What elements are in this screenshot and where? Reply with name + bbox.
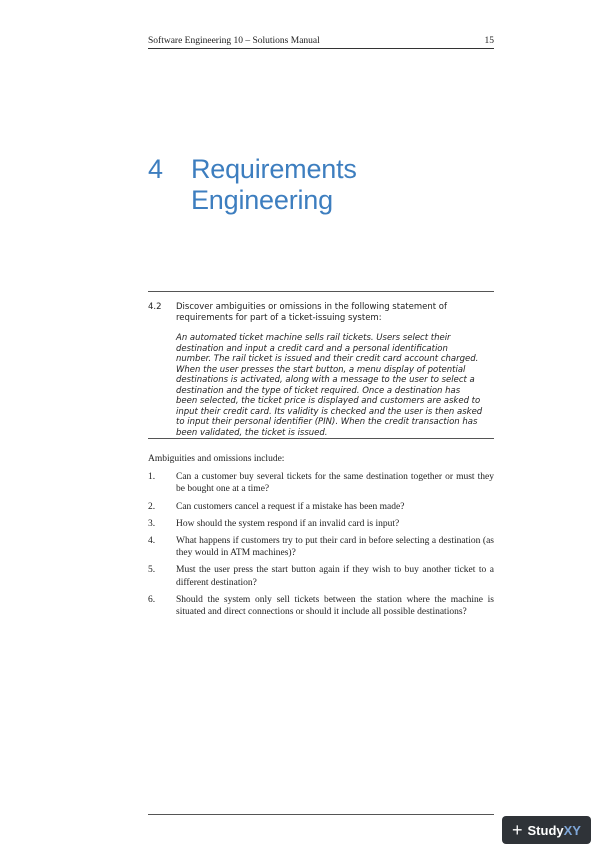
list-item — [148, 471, 494, 495]
exercise-prompt: Discover ambiguities or omissions in the following statement of requirements for part of a ticket-issuing system: — [176, 302, 447, 323]
answers-intro: Ambiguities and omissions include: — [148, 454, 285, 464]
list-item — [148, 564, 494, 588]
list-item-text: Can a customer buy several tickets for the same destination together or must they be bought one at a time? — [176, 472, 494, 495]
chapter-title-line-2: Engineering — [191, 185, 333, 215]
list-item-text: Must the user press the start button again if they wish to buy another ticket to a different destination? — [176, 565, 494, 588]
chapter-title-line-1: Requirements — [191, 154, 357, 184]
list-item-text: What happens if customers try to put their card in before selecting a destination (as they would in ATM machines)? — [176, 536, 494, 559]
running-title: Software Engineering 10 – Solutions Manual — [148, 36, 320, 46]
page-number: 15 — [484, 36, 494, 46]
divider-top — [148, 291, 494, 292]
exercise-quote: An automated ticket machine sells rail tickets. Users select their destination and input a credit card and a personal identification number. The rail ticket is issued and their credit card account charged. When the user presses the start button, a menu display of potential destinations is activated, along with a message to the user to select a destination and the type of ticket required. Once a destination has been selected, the ticket price is displayed and customers are asked to input their credit card. Its validity is checked and the user is then asked to input their personal identifier (PIN). When the credit transaction has been validated, the ticket is issued. — [176, 333, 483, 438]
answers-section — [148, 453, 494, 623]
plus-icon: + — [512, 820, 523, 840]
brand-xy: XY — [563, 822, 581, 838]
chapter-title — [191, 154, 411, 216]
divider-bottom — [148, 814, 494, 815]
exercise-number: 4.2 — [148, 302, 162, 312]
list-item-number: 1. — [148, 472, 156, 483]
list-item-text: Should the system only sell tickets between the station where the machine is situated and direct connections or should it include all possible destinations? — [176, 594, 494, 618]
divider-middle — [148, 438, 494, 439]
list-item — [148, 501, 494, 513]
list-item — [148, 518, 494, 530]
list-item — [148, 594, 494, 618]
exercise-header — [148, 302, 494, 323]
list-item-text: How should the system respond if an invalid card is input? — [176, 518, 400, 529]
list-item-number: 4. — [148, 536, 156, 547]
chapter-heading — [148, 154, 411, 216]
exercise-box — [148, 302, 494, 438]
brand-study: Study — [527, 822, 564, 838]
list-item-number: 5. — [148, 565, 156, 576]
chapter-number: 4 — [148, 154, 163, 184]
running-header — [148, 36, 494, 49]
list-item-number: 3. — [148, 518, 156, 529]
list-item-number: 6. — [148, 594, 156, 605]
list-item — [148, 535, 494, 559]
list-item-text: Can customers cancel a request if a mistake has been made? — [176, 501, 405, 512]
list-item-number: 2. — [148, 501, 156, 512]
studyxy-badge[interactable] — [502, 816, 591, 844]
